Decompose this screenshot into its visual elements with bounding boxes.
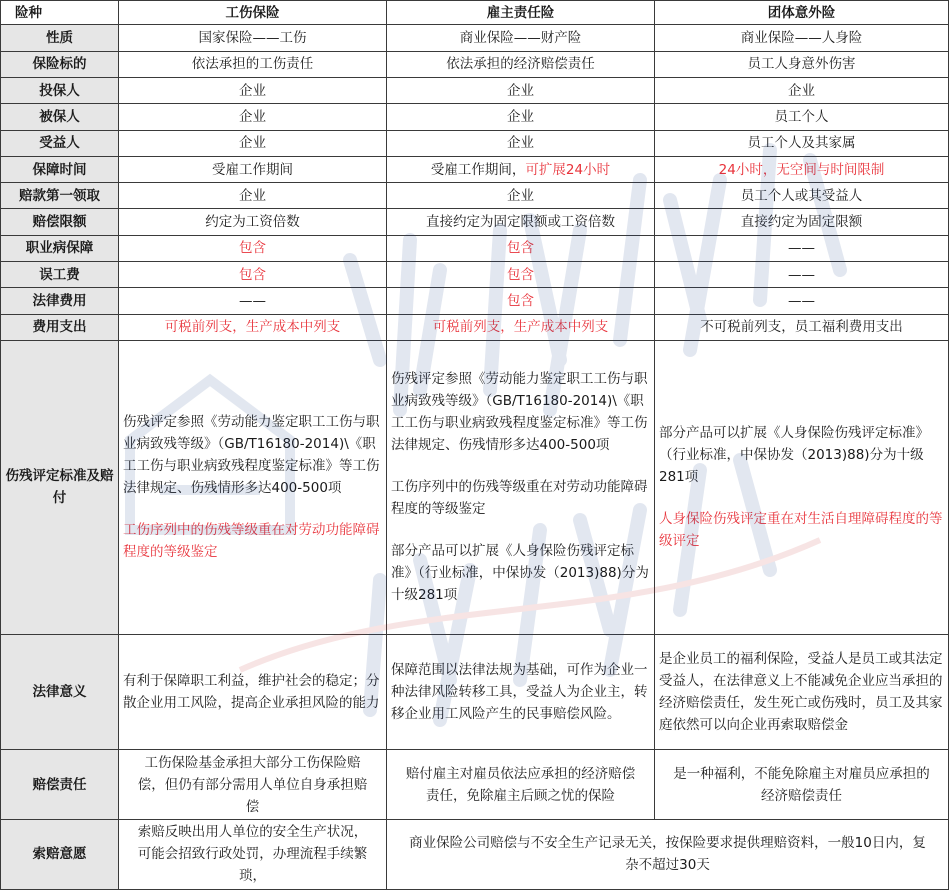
row-label: 伤残评定标准及赔付 bbox=[1, 341, 119, 635]
disability-extension-text: 部分产品可以扩展《人身保险伤残评定标准》（行业标准，中保协发（2013)88)分为十级281项 bbox=[391, 543, 649, 604]
row-period bbox=[1, 156, 949, 182]
row-policyholder bbox=[1, 77, 949, 103]
row-occupational bbox=[1, 235, 949, 261]
cell-employer-liability: 企业 bbox=[387, 183, 655, 209]
row-beneficiary bbox=[1, 130, 949, 156]
row-label: 费用支出 bbox=[1, 314, 119, 340]
cell-employer-liability: 企业 bbox=[387, 77, 655, 103]
row-liability bbox=[1, 750, 949, 820]
cell-work-injury: 可税前列支，生产成本中列支 bbox=[119, 314, 387, 340]
row-label: 赔款第一领取 bbox=[1, 183, 119, 209]
cell-group-accident: —— bbox=[655, 235, 949, 261]
cell-group-accident: 商业保险——人身险 bbox=[655, 25, 949, 51]
header-work-injury: 工伤保险 bbox=[119, 1, 387, 25]
cell-work-injury: 企业 bbox=[119, 130, 387, 156]
header-employer-liability: 雇主责任险 bbox=[387, 1, 655, 25]
cell-group-accident: 是企业员工的福利保险，受益人是员工或其法定受益人，在法律意义上不能减免企业应当承担的经济赔偿责任，发生死亡或伤残时，员工及其家庭依然可以向企业再索取赔偿金 bbox=[655, 634, 949, 749]
cell-group-accident: 24小时，无空间与时间限制 bbox=[655, 156, 949, 182]
row-subject bbox=[1, 51, 949, 77]
period-text: 受雇工作期间， bbox=[430, 161, 526, 178]
cell-group-accident: 不可税前列支，员工福利费用支出 bbox=[655, 314, 949, 340]
cell-work-injury: 工伤保险基金承担大部分工伤保险赔偿，但仍有部分需用人单位自身承担赔偿 bbox=[119, 750, 387, 820]
cell-work-injury bbox=[119, 341, 387, 635]
row-expense bbox=[1, 314, 949, 340]
cell-work-injury: 索赔反映出用人单位的安全生产状况，可能会招致行政处罚，办理流程手续繁琐， bbox=[119, 819, 387, 889]
period-extension-text: 可扩展24小时 bbox=[525, 161, 611, 178]
row-label: 投保人 bbox=[1, 77, 119, 103]
cell-group-accident: 员工个人 bbox=[655, 104, 949, 130]
cell-group-accident: 直接约定为固定限额 bbox=[655, 209, 949, 235]
cell-work-injury: 依法承担的工伤责任 bbox=[119, 51, 387, 77]
row-label: 赔偿限额 bbox=[1, 209, 119, 235]
row-label: 索赔意愿 bbox=[1, 819, 119, 889]
disability-extension-text: 部分产品可以扩展《人身保险伤残评定标准》（行业标准，中保协发（2013)88)分为十级281项 bbox=[659, 425, 929, 486]
cell-group-accident: —— bbox=[655, 262, 949, 288]
cell-work-injury: 国家保险——工伤 bbox=[119, 25, 387, 51]
row-label: 受益人 bbox=[1, 130, 119, 156]
row-lost-wages bbox=[1, 262, 949, 288]
row-label: 法律意义 bbox=[1, 634, 119, 749]
disability-focus-text: 人身保险伤残评定重在对生活自理障碍程度的等级评定 bbox=[659, 511, 943, 550]
disability-focus-text: 工伤序列中的伤残等级重在对劳动功能障碍程度的等级鉴定 bbox=[391, 479, 648, 518]
cell-work-injury: 包含 bbox=[119, 262, 387, 288]
cell-employer-liability: 包含 bbox=[387, 235, 655, 261]
cell-employer-liability: 企业 bbox=[387, 130, 655, 156]
cell-work-injury: 包含 bbox=[119, 235, 387, 261]
cell-work-injury: 企业 bbox=[119, 104, 387, 130]
cell-employer-liability: 可税前列支，生产成本中列支 bbox=[387, 314, 655, 340]
disability-focus-text: 工伤序列中的伤残等级重在对劳动功能障碍程度的等级鉴定 bbox=[123, 522, 380, 561]
row-label: 保险标的 bbox=[1, 51, 119, 77]
row-label: 误工费 bbox=[1, 262, 119, 288]
row-label: 性质 bbox=[1, 25, 119, 51]
cell-group-accident: 员工个人或其受益人 bbox=[655, 183, 949, 209]
row-insured bbox=[1, 104, 949, 130]
cell-employer-liability: 企业 bbox=[387, 104, 655, 130]
cell-employer-liability: 直接约定为固定限额或工资倍数 bbox=[387, 209, 655, 235]
row-legal-fees bbox=[1, 288, 949, 314]
row-disability bbox=[1, 341, 949, 635]
cell-commercial-insurance: 商业保险公司赔偿与不安全生产记录无关，按保险要求提供理赔资料，一般10日内，复杂不超过30天 bbox=[387, 819, 949, 889]
row-label: 法律费用 bbox=[1, 288, 119, 314]
cell-employer-liability: 包含 bbox=[387, 262, 655, 288]
cell-work-injury: 受雇工作期间 bbox=[119, 156, 387, 182]
cell-work-injury: —— bbox=[119, 288, 387, 314]
header-group-accident: 团体意外险 bbox=[655, 1, 949, 25]
cell-employer-liability: 包含 bbox=[387, 288, 655, 314]
cell-group-accident: 员工个人及其家属 bbox=[655, 130, 949, 156]
cell-employer-liability: 赔付雇主对雇员依法应承担的经济赔偿责任，免除雇主后顾之忧的保险 bbox=[387, 750, 655, 820]
cell-employer-liability: 商业保险——财产险 bbox=[387, 25, 655, 51]
cell-employer-liability: 依法承担的经济赔偿责任 bbox=[387, 51, 655, 77]
cell-group-accident: —— bbox=[655, 288, 949, 314]
cell-employer-liability: 保障范围以法律法规为基础，可作为企业一种法律风险转移工具，受益人为企业主，转移企业用工风险产生的民事赔偿风险。 bbox=[387, 634, 655, 749]
header-row bbox=[1, 1, 949, 25]
row-label: 被保人 bbox=[1, 104, 119, 130]
cell-group-accident: 企业 bbox=[655, 77, 949, 103]
disability-standard-text: 伤残评定参照《劳动能力鉴定职工工伤与职业病致残等级》（GB/T16180-2014)\《职工工伤与职业病致残程度鉴定标准》等工伤法律规定、伤残情形多达400-500项 bbox=[123, 414, 380, 497]
header-type: 险种 bbox=[1, 1, 119, 25]
row-label: 赔偿责任 bbox=[1, 750, 119, 820]
cell-group-accident bbox=[655, 341, 949, 635]
cell-work-injury: 企业 bbox=[119, 183, 387, 209]
row-label: 保障时间 bbox=[1, 156, 119, 182]
cell-work-injury: 有利于保障职工利益，维护社会的稳定；分散企业用工风险，提高企业承担风险的能力 bbox=[119, 634, 387, 749]
cell-group-accident: 是一种福利，不能免除雇主对雇员应承担的经济赔偿责任 bbox=[655, 750, 949, 820]
cell-employer-liability bbox=[387, 156, 655, 182]
row-willingness bbox=[1, 819, 949, 889]
cell-work-injury: 约定为工资倍数 bbox=[119, 209, 387, 235]
row-first-claimant bbox=[1, 183, 949, 209]
disability-standard-text: 伤残评定参照《劳动能力鉴定职工工伤与职业病致残等级》（GB/T16180-2014)\《职工工伤与职业病致残程度鉴定标准》等工伤法律规定、伤残情形多达400-500项 bbox=[391, 371, 648, 454]
cell-work-injury: 企业 bbox=[119, 77, 387, 103]
row-nature bbox=[1, 25, 949, 51]
cell-employer-liability bbox=[387, 341, 655, 635]
cell-group-accident: 员工人身意外伤害 bbox=[655, 51, 949, 77]
row-limit bbox=[1, 209, 949, 235]
row-legal-meaning bbox=[1, 634, 949, 749]
row-label: 职业病保障 bbox=[1, 235, 119, 261]
